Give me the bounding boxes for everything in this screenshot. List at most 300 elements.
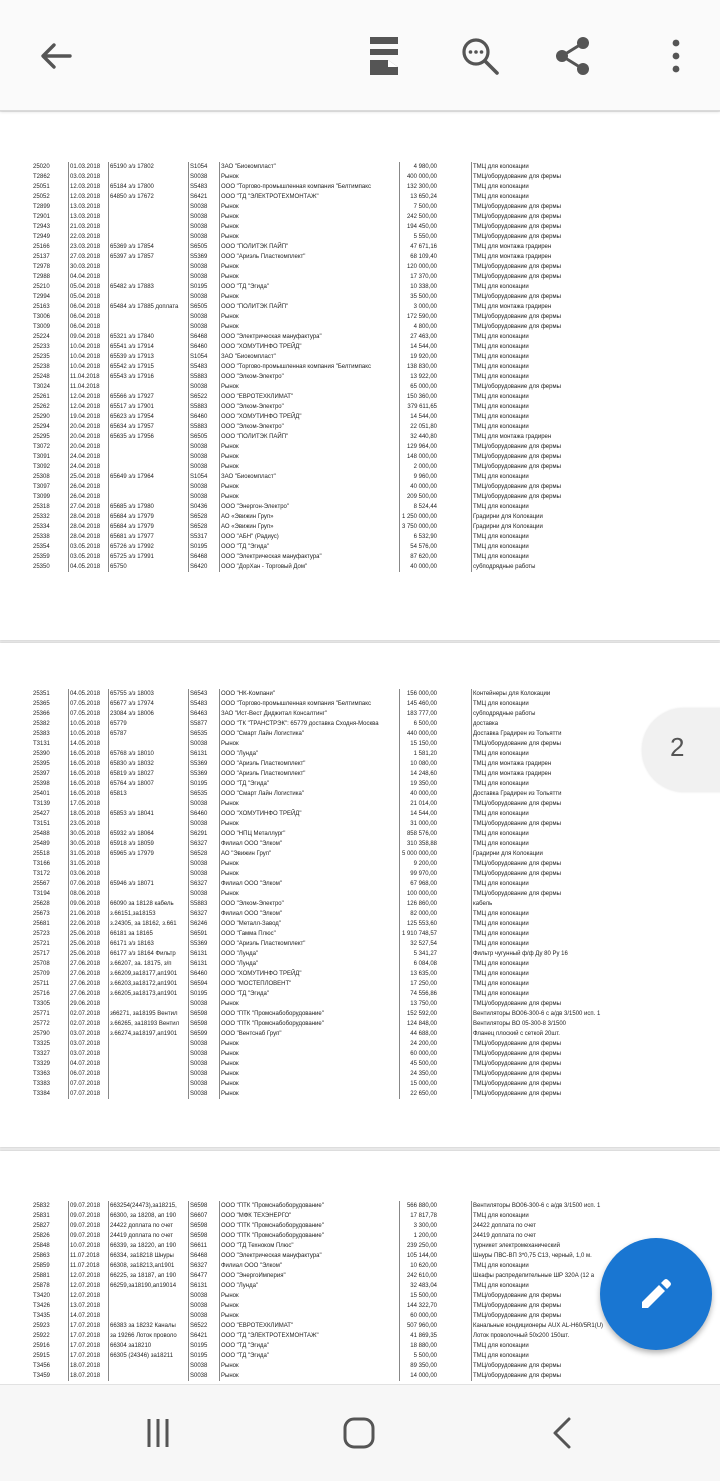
- amount-value: 148 000,00: [406, 454, 437, 460]
- date-cell: 08.06.2018: [68, 889, 108, 899]
- table-row: [33, 1271, 673, 1281]
- invoice-cell: 65517 з/з 17901: [108, 402, 187, 412]
- invoice-cell: [108, 442, 187, 452]
- vendor-name-cell: ООО "ТД "Эгида": [219, 779, 399, 789]
- date-cell: 06.04.2018: [68, 322, 108, 332]
- doc-id-cell: 25827: [33, 1223, 50, 1229]
- vendor-name-cell: Рынок: [219, 819, 399, 829]
- invoice-cell: [108, 222, 187, 232]
- share-button[interactable]: [545, 28, 601, 84]
- amount-value: 9 200,00: [413, 861, 437, 867]
- more-options-button[interactable]: [648, 28, 704, 84]
- nav-back-button[interactable]: [538, 1409, 586, 1457]
- date-cell: 23.03.2018: [68, 242, 108, 252]
- amount-cell: [399, 502, 437, 512]
- invoice-cell: 65684 з/з 17979: [108, 512, 187, 522]
- description-cell: ТМЦ/оборудование для фермы: [471, 1371, 673, 1381]
- vendor-name-cell: ООО "ХОМУТИНФО ТРЕЙД": [219, 342, 399, 352]
- amount-cell: [399, 212, 437, 222]
- table-row: [33, 172, 673, 182]
- amount-value: 1 910 748,57: [401, 931, 437, 937]
- vendor-code-cell: S0038: [188, 1039, 218, 1049]
- description-cell: ТМЦ/оборудование для фермы: [471, 462, 673, 472]
- vendor-name-cell: ООО "Вентснаб Груп": [219, 1029, 399, 1039]
- vendor-code-cell: S5317: [188, 532, 218, 542]
- description-cell: ТМЦ для колокации: [471, 699, 673, 709]
- vendor-name-cell: ООО "Ариэль Пласткомплект": [219, 769, 399, 779]
- amount-cell: [399, 462, 437, 472]
- table-row: [33, 969, 673, 979]
- doc-id-cell: T3459: [33, 1373, 51, 1379]
- amount-cell: [399, 1221, 437, 1231]
- amount-value: 507 960,00: [406, 1323, 437, 1329]
- table-row: [33, 739, 673, 749]
- invoice-cell: 65649 з/з 17964: [108, 472, 187, 482]
- table-row: [33, 1059, 673, 1069]
- amount-cell: [399, 1049, 437, 1059]
- amount-cell: [399, 1301, 437, 1311]
- amount-cell: [399, 432, 437, 442]
- vendor-code-cell: S6594: [188, 979, 218, 989]
- vendor-code-cell: S6468: [188, 332, 218, 342]
- vendor-code-cell: S6505: [188, 302, 218, 312]
- description-cell: ТМЦ/оборудование для фермы: [471, 1039, 673, 1049]
- invoice-cell: 66308, за18213,ап1901: [108, 1261, 187, 1271]
- description-cell: Вентиляторы ВО 05-300-8 3/1500: [471, 1019, 673, 1029]
- table-row: [33, 859, 673, 869]
- date-cell: 07.07.2018: [68, 1079, 108, 1089]
- amount-value: 17 250,00: [410, 981, 437, 987]
- vendor-name-cell: Рынок: [219, 382, 399, 392]
- table-row: [33, 482, 673, 492]
- invoice-cell: 65397 з/з 17857: [108, 252, 187, 262]
- invoice-cell: [108, 739, 187, 749]
- date-cell: 27.06.2018: [68, 959, 108, 969]
- table-row: [33, 362, 673, 372]
- amount-value: 22 650,00: [410, 1091, 437, 1097]
- doc-id-cell: 25338: [33, 534, 50, 540]
- vendor-code-cell: S6528: [188, 512, 218, 522]
- invoice-cell: [108, 232, 187, 242]
- vendor-code-cell: S0038: [188, 1371, 218, 1381]
- amount-cell: [399, 532, 437, 542]
- vendor-name-cell: ООО "Лунда": [219, 1281, 399, 1291]
- invoice-cell: з.66209,за18177,ап1901: [108, 969, 187, 979]
- vendor-name-cell: ЗАО "Биокомпласт": [219, 352, 399, 362]
- date-cell: 27.04.2018: [68, 502, 108, 512]
- amount-cell: [399, 392, 437, 402]
- table-row: [33, 562, 673, 572]
- amount-cell: [399, 699, 437, 709]
- date-cell: 10.05.2018: [68, 729, 108, 739]
- amount-value: 31 000,00: [410, 821, 437, 827]
- date-cell: 20.04.2018: [68, 442, 108, 452]
- description-cell: ТМЦ/оборудование для фермы: [471, 312, 673, 322]
- doc-id-cell: 25716: [33, 991, 50, 997]
- invoice-cell: [108, 889, 187, 899]
- amount-cell: [399, 292, 437, 302]
- table-row: [33, 1331, 673, 1341]
- description-cell: ТМЦ/оборудование для фермы: [471, 1291, 673, 1301]
- vendor-code-cell: S0038: [188, 1059, 218, 1069]
- vendor-name-cell: Рынок: [219, 322, 399, 332]
- invoice-cell: [108, 382, 187, 392]
- description-cell: ТМЦ/оборудование для фермы: [471, 1311, 673, 1321]
- date-cell: 16.05.2018: [68, 759, 108, 769]
- amount-value: 1 250 000,00: [401, 514, 437, 520]
- invoice-cell: 66181 за 18165: [108, 929, 187, 939]
- doc-id-cell: 25366: [33, 711, 50, 717]
- vendor-name-cell: Рынок: [219, 1311, 399, 1321]
- invoice-cell: 65566 з/з 17927: [108, 392, 187, 402]
- vendor-code-cell: S0038: [188, 172, 218, 182]
- description-cell: кабель: [471, 899, 673, 909]
- amount-cell: [399, 272, 437, 282]
- table-row: [33, 829, 673, 839]
- description-cell: ТМЦ для колокации: [471, 979, 673, 989]
- date-cell: 16.05.2018: [68, 789, 108, 799]
- amount-value: 172 590,00: [406, 314, 437, 320]
- doc-id-cell: 25790: [33, 1031, 50, 1037]
- vendor-code-cell: S0038: [188, 1079, 218, 1089]
- amount-value: 32 440,80: [410, 434, 437, 440]
- amount-cell: [399, 1069, 437, 1079]
- description-cell: ТМЦ для монтажа градирен: [471, 759, 673, 769]
- date-cell: 09.06.2018: [68, 899, 108, 909]
- doc-id-cell: 25051: [33, 184, 50, 190]
- vendor-name-cell: Филиал ООО "Элком": [219, 1261, 399, 1271]
- doc-id-cell: 25233: [33, 344, 50, 350]
- date-cell: 10.05.2018: [68, 719, 108, 729]
- vendor-name-cell: ООО "ТД "Эгида": [219, 989, 399, 999]
- document-viewer[interactable]: [0, 112, 720, 1384]
- amount-cell: [399, 1271, 437, 1281]
- vendor-code-cell: S6460: [188, 809, 218, 819]
- date-cell: 13.07.2018: [68, 1301, 108, 1311]
- amount-value: 10 080,00: [410, 761, 437, 767]
- vendor-name-cell: ООО "Элком-Электро": [219, 899, 399, 909]
- vendor-name-cell: АО «Эвижин Груп»: [219, 512, 399, 522]
- table-row: [33, 222, 673, 232]
- table-row: [33, 999, 673, 1009]
- table-row: [33, 989, 673, 999]
- date-cell: 17.07.2018: [68, 1321, 108, 1331]
- amount-value: 32 527,54: [410, 941, 437, 947]
- vendor-code-cell: S6131: [188, 1281, 218, 1291]
- invoice-cell: [108, 262, 187, 272]
- invoice-cell: [108, 819, 187, 829]
- doc-id-cell: 25020: [33, 164, 50, 170]
- invoice-cell: [108, 482, 187, 492]
- doc-id-cell: T2862: [33, 174, 51, 180]
- vendor-name-cell: ООО "ПОЛИТЭК ПАЙП": [219, 302, 399, 312]
- vendor-name-cell: ООО "АБН" (Радиус): [219, 532, 399, 542]
- amount-cell: [399, 1371, 437, 1381]
- doc-id-cell: 25711: [33, 981, 50, 987]
- table-row: [33, 1291, 673, 1301]
- date-cell: 18.07.2018: [68, 1361, 108, 1371]
- vendor-name-cell: Рынок: [219, 1371, 399, 1381]
- amount-cell: [399, 442, 437, 452]
- doc-id-cell: 25401: [33, 791, 50, 797]
- doc-id-cell: 25708: [33, 961, 50, 967]
- invoice-cell: 65755 з/з 18003: [108, 689, 187, 699]
- app-toolbar: [0, 0, 720, 111]
- date-cell: 25.06.2018: [68, 949, 108, 959]
- table-row: [33, 332, 673, 342]
- doc-id-cell: T3325: [33, 1041, 51, 1047]
- amount-value: 310 358,88: [406, 841, 437, 847]
- date-cell: 17.05.2018: [68, 799, 108, 809]
- table-row: [33, 302, 673, 312]
- date-cell: 16.05.2018: [68, 779, 108, 789]
- doc-id-cell: 25359: [33, 554, 50, 560]
- date-cell: 03.06.2018: [68, 869, 108, 879]
- amount-cell: [399, 452, 437, 462]
- recents-button[interactable]: [134, 1409, 182, 1457]
- edit-fab-button[interactable]: [600, 1238, 712, 1350]
- table-row: [33, 909, 673, 919]
- description-cell: ТМЦ/оборудование для фермы: [471, 382, 673, 392]
- description-cell: ТМЦ для колокации: [471, 392, 673, 402]
- amount-value: 5 550,00: [413, 234, 437, 240]
- table-row: [33, 1361, 673, 1371]
- date-cell: 05.04.2018: [68, 282, 108, 292]
- amount-value: 3 000,00: [413, 304, 437, 310]
- date-cell: 24.04.2018: [68, 462, 108, 472]
- amount-cell: [399, 1331, 437, 1341]
- doc-id-cell: 25826: [33, 1233, 50, 1239]
- description-cell: ТМЦ/оборудование для фермы: [471, 262, 673, 272]
- vendor-name-cell: Рынок: [219, 482, 399, 492]
- amount-cell: [399, 322, 437, 332]
- table-row: [33, 809, 673, 819]
- arrow-left-icon: [34, 34, 78, 78]
- description-cell: Вентиляторы ВО06-300-6 с а/дв 3/1500 исп. 1: [471, 1009, 673, 1019]
- table-row: [33, 1039, 673, 1049]
- date-cell: 12.03.2018: [68, 192, 108, 202]
- vendor-code-cell: S0038: [188, 312, 218, 322]
- description-cell: субподрядные работы: [471, 562, 673, 572]
- date-cell: 18.05.2018: [68, 809, 108, 819]
- date-cell: 14.05.2018: [68, 739, 108, 749]
- doc-id-cell: 25567: [33, 881, 50, 887]
- date-cell: 12.04.2018: [68, 392, 108, 402]
- description-cell: ТМЦ для колокации: [471, 352, 673, 362]
- vendor-name-cell: Рынок: [219, 799, 399, 809]
- table-row: [33, 689, 673, 699]
- vendor-code-cell: S0038: [188, 739, 218, 749]
- vendor-name-cell: ООО "МФК ТЕХЭНЕРГО": [219, 1211, 399, 1221]
- vendor-name-cell: ООО "Элком-Электро": [219, 402, 399, 412]
- date-cell: 20.04.2018: [68, 432, 108, 442]
- amount-cell: [399, 332, 437, 342]
- amount-value: 239 250,00: [406, 1243, 437, 1249]
- vendor-name-cell: ООО "Торгово-промышленная компания "Белтимпакс: [219, 699, 399, 709]
- invoice-cell: 65853 з/з 18041: [108, 809, 187, 819]
- description-cell: ТМЦ для монтажа градирен: [471, 769, 673, 779]
- vendor-name-cell: ООО "ЕВРОТЕХКЛИМАТ": [219, 1321, 399, 1331]
- invoice-cell: [108, 1361, 187, 1371]
- table-row: [33, 759, 673, 769]
- invoice-cell: з.66203,за18172,ап1901: [108, 979, 187, 989]
- amount-value: 14 544,00: [410, 344, 437, 350]
- vendor-name-cell: ООО "ХОМУТИНФО ТРЕЙД": [219, 809, 399, 819]
- invoice-cell: 65830 з/з 18032: [108, 759, 187, 769]
- pencil-icon: [636, 1274, 676, 1314]
- vendor-name-cell: Рынок: [219, 272, 399, 282]
- invoice-cell: [108, 1301, 187, 1311]
- description-cell: Градирни для Колокации: [471, 522, 673, 532]
- table-row: [33, 979, 673, 989]
- amount-cell: [399, 729, 437, 739]
- vendor-code-cell: S0038: [188, 462, 218, 472]
- doc-id-cell: 25489: [33, 841, 50, 847]
- amount-value: 13 922,00: [410, 374, 437, 380]
- description-cell: ТМЦ для колокации: [471, 192, 673, 202]
- doc-id-cell: 25916: [33, 1343, 50, 1349]
- amount-value: 120 000,00: [406, 264, 437, 270]
- invoice-cell: з66271, за18195 Вентил: [108, 1009, 187, 1019]
- amount-cell: [399, 799, 437, 809]
- amount-value: 45 500,00: [410, 1061, 437, 1067]
- amount-value: 858 576,00: [406, 831, 437, 837]
- home-button[interactable]: [335, 1409, 383, 1457]
- vendor-code-cell: S6535: [188, 789, 218, 799]
- vendor-name-cell: ООО "НК-Компани": [219, 689, 399, 699]
- invoice-cell: [108, 292, 187, 302]
- vendor-code-cell: S0038: [188, 1069, 218, 1079]
- doc-id-cell: 25224: [33, 334, 50, 340]
- vendor-code-cell: S5883: [188, 899, 218, 909]
- doc-id-cell: 25163: [33, 304, 50, 310]
- invoice-cell: за 19266 Лоток проволо: [108, 1331, 187, 1341]
- table-row: [33, 709, 673, 719]
- vendor-name-cell: ООО "ПТК "Промснабоборудование": [219, 1009, 399, 1019]
- amount-cell: [399, 909, 437, 919]
- table-row: [33, 869, 673, 879]
- description-cell: ТМЦ/оборудование для фермы: [471, 482, 673, 492]
- doc-id-cell: 25771: [33, 1011, 50, 1017]
- vendor-code-cell: S0038: [188, 292, 218, 302]
- back-button[interactable]: [28, 28, 84, 84]
- description-cell: ТМЦ для колокации: [471, 412, 673, 422]
- description-cell: Вентиляторы ВО06-300-6 с а/дв 3/1500 исп. 1: [471, 1201, 673, 1211]
- vendor-code-cell: S0038: [188, 1049, 218, 1059]
- table-row: [33, 382, 673, 392]
- amount-cell: [399, 282, 437, 292]
- vendor-code-cell: S0038: [188, 819, 218, 829]
- vendor-code-cell: S0038: [188, 212, 218, 222]
- vendor-code-cell: S5883: [188, 402, 218, 412]
- date-cell: 03.07.2018: [68, 1049, 108, 1059]
- description-cell: ТМЦ для монтажа градирен: [471, 242, 673, 252]
- amount-cell: [399, 969, 437, 979]
- table-row: [33, 779, 673, 789]
- amount-value: 156 000,00: [406, 691, 437, 697]
- doc-id-cell: 25334: [33, 524, 50, 530]
- table-row: [33, 919, 673, 929]
- invoice-cell: [108, 212, 187, 222]
- back-chevron-icon: [547, 1415, 577, 1451]
- date-cell: 19.04.2018: [68, 412, 108, 422]
- amount-value: 74 556,86: [410, 991, 437, 997]
- document-page-2: [0, 643, 720, 1147]
- invoice-cell: 66171 з/з 18163: [108, 939, 187, 949]
- table-row: [33, 1341, 673, 1351]
- amount-value: 7 500,00: [413, 204, 437, 210]
- amount-value: 40 000,00: [410, 791, 437, 797]
- amount-cell: [399, 172, 437, 182]
- description-cell: ТМЦ для колокации: [471, 502, 673, 512]
- vendor-code-cell: S6598: [188, 1221, 218, 1231]
- invoice-cell: 66383 за 18232 Каналы: [108, 1321, 187, 1331]
- document-outline-button[interactable]: [356, 28, 412, 84]
- amount-cell: [399, 472, 437, 482]
- description-cell: 24422 доплата по счет: [471, 1221, 673, 1231]
- table-row: [33, 342, 673, 352]
- table-row: [33, 1069, 673, 1079]
- date-cell: 22.03.2018: [68, 232, 108, 242]
- date-cell: 10.04.2018: [68, 342, 108, 352]
- vendor-name-cell: ООО "ТД "ЭЛЕКТРОТЕХМОНТАЖ": [219, 1331, 399, 1341]
- amount-value: 126 860,00: [406, 901, 437, 907]
- description-cell: ТМЦ для колокации: [471, 959, 673, 969]
- vendor-code-cell: S6598: [188, 1201, 218, 1211]
- table-row: [33, 1281, 673, 1291]
- vendor-code-cell: S6468: [188, 1251, 218, 1261]
- doc-id-cell: 25673: [33, 911, 50, 917]
- invoice-cell: [108, 272, 187, 282]
- table-row: [33, 769, 673, 779]
- amount-value: 144 322,70: [406, 1303, 437, 1309]
- vendor-code-cell: S1054: [188, 162, 218, 172]
- amount-cell: [399, 809, 437, 819]
- invoice-cell: 65541 з/з 17914: [108, 342, 187, 352]
- doc-id-cell: 25261: [33, 394, 50, 400]
- vendor-code-cell: S6468: [188, 552, 218, 562]
- table-row: [33, 252, 673, 262]
- date-cell: 12.03.2018: [68, 182, 108, 192]
- description-cell: ТМЦ/оборудование для фермы: [471, 492, 673, 502]
- vendor-name-cell: Филиал ООО "Элком": [219, 879, 399, 889]
- system-navigation-bar: [0, 1384, 720, 1481]
- date-cell: 10.04.2018: [68, 352, 108, 362]
- table-row: [33, 242, 673, 252]
- vendor-name-cell: Рынок: [219, 1039, 399, 1049]
- doc-id-cell: 25294: [33, 424, 50, 430]
- amount-cell: [399, 1281, 437, 1291]
- table-row: [33, 1261, 673, 1271]
- vendor-code-cell: S5369: [188, 759, 218, 769]
- date-cell: 07.07.2018: [68, 1089, 108, 1099]
- description-cell: ТМЦ/оборудование для фермы: [471, 452, 673, 462]
- vendor-name-cell: Рынок: [219, 1079, 399, 1089]
- description-cell: ТМЦ для колокации: [471, 162, 673, 172]
- amount-value: 129 964,00: [406, 444, 437, 450]
- doc-id-cell: T2949: [33, 234, 51, 240]
- amount-value: 440 000,00: [406, 731, 437, 737]
- date-cell: 18.07.2018: [68, 1371, 108, 1381]
- table-row: [33, 1221, 673, 1231]
- invoice-cell: 65918 з/з 18059: [108, 839, 187, 849]
- table-row: [33, 352, 673, 362]
- table-row: [33, 1029, 673, 1039]
- doc-id-cell: 25308: [33, 474, 50, 480]
- amount-cell: [399, 1089, 437, 1099]
- search-button[interactable]: [452, 28, 508, 84]
- amount-cell: [399, 1211, 437, 1221]
